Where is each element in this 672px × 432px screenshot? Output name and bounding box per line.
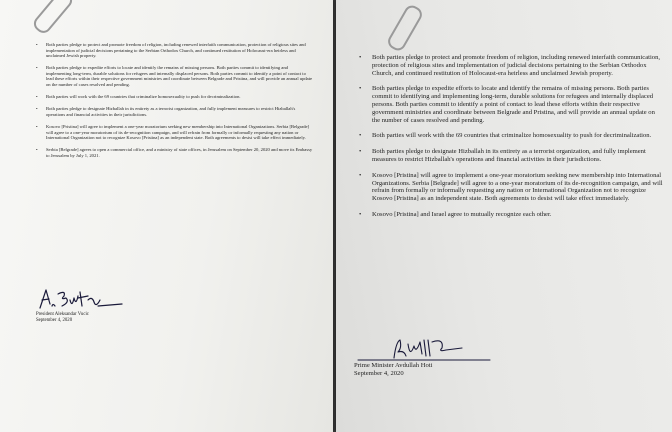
right-document-page: [336, 0, 672, 432]
left-point: • Both parties will work with the 69 countries that criminalize homosexuality to push for decriminalization.: [36, 94, 313, 100]
left-point: • Both parties pledge to protect and promote freedom of religion, including renewed interfaith communication, protection of religious sites and implementation of judicial decisions pertaining to the Serbian Orthodox Church, and continued restitution of Holocaust-era heirless and unclaimed Jewish property.: [36, 42, 313, 59]
left-signer-name: President Aleksandar Vucic: [36, 312, 89, 317]
right-point: • Kosovo [Pristina] will agree to implement a one-year moratorium seeking new membership into International Organizations. Serbia [Belgrade] will agree to a one-year moratorium of its de-recognition campaign, and will refrain from formally or informally requesting any nation or International Organization not to recognize Kosovo [Pristina] as an independent state. Both agreements to desist will take effect immediately.: [356, 172, 664, 203]
right-signature-block: [354, 336, 494, 378]
right-point: • Both parties pledge to protect and promote freedom of religion, including renewed interfaith communication, protection of religious sites and implementation of judicial decisions pertaining to the Serbian Orthodox Church, and continued restitution of Holocaust-era heirless and unclaimed Jewish property.: [356, 54, 664, 77]
hoti-signature: [354, 336, 494, 362]
left-point: • Both parties pledge to expedite efforts to locate and identify the remains of missing persons. Both parties commit to identifying and implementing long-term, durable solutions for refugees and internally displaced persons. Both parties commit to identify a point of contact to lead these efforts within their respective government ministries and coordinate between Belgrade and Pristina, and will provide an annual update on the number of cases resolved and pending.: [36, 65, 313, 87]
left-point: • Both parties pledge to designate Hizballah in its entirety as a terrorist organization, and fully implement measures to restrict Hizballah's operations and financial activities in their jurisdictions.: [36, 106, 313, 117]
right-point: • Both parties pledge to designate Hizballah in its entirety as a terrorist organization, and fully implement measures to restrict Hizballah's operations and financial activities in their jurisdictions.: [356, 148, 664, 164]
left-point: • Serbia [Belgrade] agrees to open a commercial office, and a ministry of state offices, in Jerusalem on September 20, 2020 and move its Embassy to Jerusalem by July 1, 2021.: [36, 147, 313, 158]
right-point: • Both parties pledge to expedite efforts to locate and identify the remains of missing persons. Both parties commit to identifying and implementing long-term, durable solutions for refugees and internally displaced persons. Both parties commit to identify a point of contact to lead these efforts within their respective government ministries and coordinate between Belgrade and Pristina, and will provide an annual update on the number of cases resolved and pending.: [356, 85, 664, 124]
left-signing-date: September 4, 2020: [36, 318, 73, 323]
left-point: • Kosovo [Pristina] will agree to implement a one-year moratorium seeking new membership into International Organizations. Serbia [Belgrade] will agree to a one-year moratorium of its de-recognition campaign, and will refrain from formally or informally requesting any nation or International Organization not to recognize Kosovo [Pristina] as an independent state. Both agreements to desist will take effect immediately.: [36, 124, 313, 141]
right-signing-date: September 4, 2020: [354, 370, 404, 377]
right-signer-name: Prime Minister Avdullah Hoti: [354, 362, 433, 369]
left-signature-block: [36, 286, 126, 324]
left-point-list: [36, 42, 313, 158]
left-document-page: [0, 0, 333, 432]
vucic-signature: [36, 286, 126, 312]
right-point: • Kosovo [Pristina] and Israel agree to mutually recognize each other.: [356, 211, 664, 219]
right-point: • Both parties will work with the 69 countries that criminalize homosexuality to push for decriminalization.: [356, 132, 664, 140]
right-point-list: [356, 54, 664, 219]
